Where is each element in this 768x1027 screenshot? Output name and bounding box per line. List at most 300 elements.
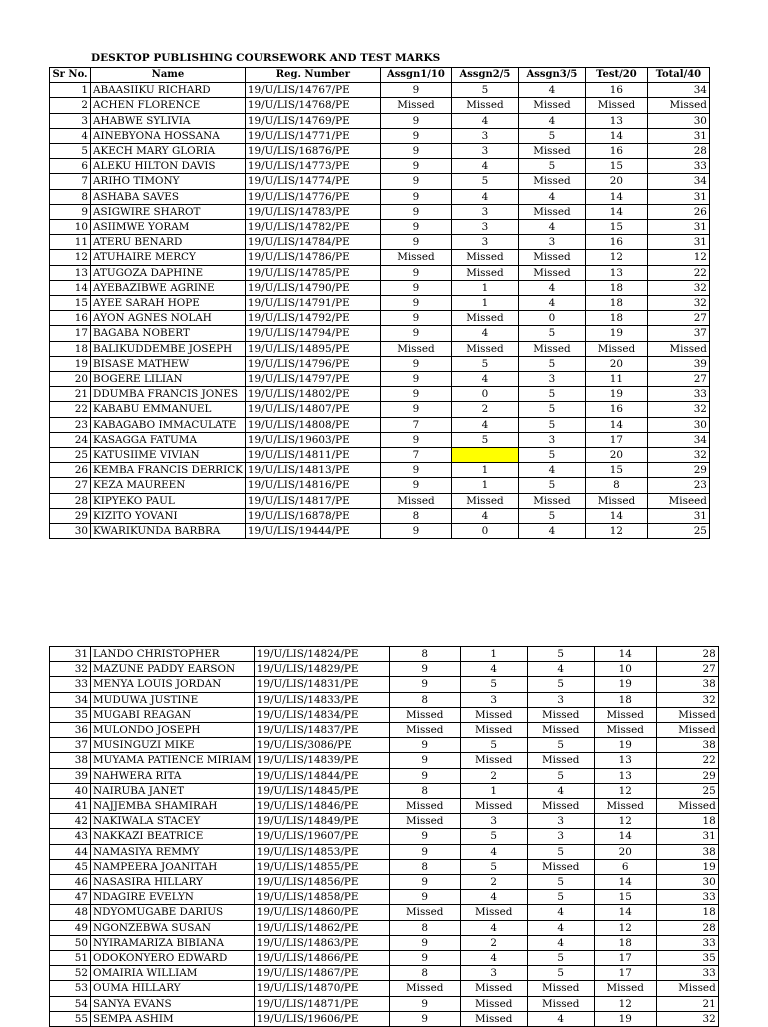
cell-assgn2: 1 [460, 783, 527, 798]
cell-name: MUYAMA PATIENCE MIRIAM [91, 753, 255, 768]
cell-reg-number: 19/U/LIS/14866/PE [254, 951, 389, 966]
cell-assgn3: 0 [518, 311, 585, 326]
cell-sr-no: 13 [50, 265, 91, 280]
cell-name: MUSINGUZI MIKE [91, 738, 255, 753]
cell-total: 38 [656, 677, 718, 692]
cell-name: NDAGIRE EVELYN [91, 890, 255, 905]
cell-sr-no: 39 [50, 768, 91, 783]
cell-name: NAKIWALA STACEY [91, 814, 255, 829]
cell-reg-number: 19/U/LIS/14844/PE [254, 768, 389, 783]
marks-table-2 [49, 646, 719, 1027]
cell-assgn1: Missed [389, 723, 460, 738]
cell-name: MAZUNE PADDY EARSON [91, 662, 255, 677]
table-row [50, 875, 719, 890]
cell-reg-number: 19/U/LIS/14786/PE [245, 250, 380, 265]
cell-assgn3: Missed [518, 250, 585, 265]
cell-assgn3: 5 [527, 890, 594, 905]
cell-assgn3: 3 [527, 692, 594, 707]
cell-sr-no: 52 [50, 966, 91, 981]
table-row [50, 189, 710, 204]
cell-assgn2: Missed [451, 265, 518, 280]
table-row [50, 951, 719, 966]
table-row [50, 905, 719, 920]
cell-total: 28 [656, 920, 718, 935]
cell-assgn3: 5 [518, 402, 585, 417]
cell-total: 33 [647, 159, 709, 174]
cell-assgn1: 8 [380, 508, 451, 523]
cell-assgn1: 9 [380, 432, 451, 447]
cell-assgn3: 4 [518, 113, 585, 128]
cell-reg-number: 19/U/LIS/14785/PE [245, 265, 380, 280]
cell-name: ATERU BENARD [91, 235, 246, 250]
cell-total: 39 [647, 356, 709, 371]
cell-total: 27 [647, 372, 709, 387]
cell-assgn2: 4 [451, 159, 518, 174]
table-row [50, 174, 710, 189]
cell-sr-no: 53 [50, 981, 91, 996]
cell-assgn2: Missed [460, 707, 527, 722]
cell-reg-number: 19/U/LIS/14863/PE [254, 935, 389, 950]
cell-assgn3: Missed [518, 98, 585, 113]
cell-name: AINEBYONA HOSSANA [91, 128, 246, 143]
cell-total: 28 [656, 647, 718, 662]
cell-assgn2: 3 [460, 692, 527, 707]
cell-assgn2: 3 [460, 814, 527, 829]
cell-name: KIZITO YOVANI [91, 508, 246, 523]
cell-test: 16 [585, 144, 647, 159]
cell-test: 19 [585, 326, 647, 341]
cell-reg-number: 19/U/LIS/14855/PE [254, 859, 389, 874]
cell-assgn3: 5 [518, 448, 585, 463]
cell-reg-number: 19/U/LIS/14794/PE [245, 326, 380, 341]
cell-assgn3: Missed [527, 723, 594, 738]
table-row [50, 662, 719, 677]
cell-assgn3: 4 [527, 662, 594, 677]
cell-reg-number: 19/U/LIS/14817/PE [245, 493, 380, 508]
cell-sr-no: 20 [50, 372, 91, 387]
cell-name: OMAIRIA WILLIAM [91, 966, 255, 981]
cell-assgn2: 4 [451, 326, 518, 341]
cell-total: 23 [647, 478, 709, 493]
header-row [50, 68, 710, 83]
cell-sr-no: 49 [50, 920, 91, 935]
cell-assgn1: 9 [389, 738, 460, 753]
cell-sr-no: 45 [50, 859, 91, 874]
cell-test: Missed [585, 493, 647, 508]
cell-sr-no: 34 [50, 692, 91, 707]
table-row [50, 814, 719, 829]
cell-name: AHABWE SYLIVIA [91, 113, 246, 128]
cell-assgn1: 8 [389, 859, 460, 874]
table-row [50, 966, 719, 981]
cell-assgn1: 9 [380, 387, 451, 402]
cell-sr-no: 6 [50, 159, 91, 174]
cell-sr-no: 17 [50, 326, 91, 341]
cell-assgn2: 3 [451, 235, 518, 250]
header-assgn3: Assgn3/5 [518, 68, 585, 83]
cell-assgn1: Missed [380, 250, 451, 265]
cell-assgn2: 5 [451, 174, 518, 189]
cell-test: 6 [594, 859, 656, 874]
table-row [50, 647, 719, 662]
cell-assgn2: 5 [451, 83, 518, 98]
table-row [50, 783, 719, 798]
cell-test: 18 [585, 296, 647, 311]
table-row [50, 356, 710, 371]
cell-reg-number: 19/U/LIS/19444/PE [245, 524, 380, 539]
cell-assgn3: 5 [518, 417, 585, 432]
cell-total: 32 [647, 280, 709, 295]
cell-test: 12 [594, 996, 656, 1011]
cell-name: OUMA HILLARY [91, 981, 255, 996]
cell-name: AYEE SARAH HOPE [91, 296, 246, 311]
cell-assgn1: Missed [389, 814, 460, 829]
cell-test: 20 [585, 448, 647, 463]
table-row [50, 448, 710, 463]
cell-assgn2: Missed [460, 723, 527, 738]
cell-sr-no: 19 [50, 356, 91, 371]
cell-sr-no: 27 [50, 478, 91, 493]
cell-assgn3: 4 [527, 935, 594, 950]
table-row [50, 677, 719, 692]
cell-reg-number: 19/U/LIS/14796/PE [245, 356, 380, 371]
cell-assgn1: Missed [380, 341, 451, 356]
table-row [50, 235, 710, 250]
cell-reg-number: 19/U/LIS/19606/PE [254, 1011, 389, 1026]
cell-reg-number: 19/U/LIS/14807/PE [245, 402, 380, 417]
cell-reg-number: 19/U/LIS/14839/PE [254, 753, 389, 768]
cell-assgn1: 9 [380, 159, 451, 174]
cell-name: ARIHO TIMONY [91, 174, 246, 189]
cell-sr-no: 47 [50, 890, 91, 905]
table-row [50, 768, 719, 783]
cell-test: Missed [594, 707, 656, 722]
cell-test: 13 [585, 265, 647, 280]
cell-total: Miseed [647, 493, 709, 508]
cell-name: KIPYEKO PAUL [91, 493, 246, 508]
cell-assgn3: 5 [518, 387, 585, 402]
cell-sr-no: 9 [50, 204, 91, 219]
cell-sr-no: 30 [50, 524, 91, 539]
cell-name: MENYA LOUIS JORDAN [91, 677, 255, 692]
table-row [50, 372, 710, 387]
cell-test: 12 [594, 920, 656, 935]
cell-total: 31 [647, 508, 709, 523]
cell-reg-number: 19/U/LIS/14791/PE [245, 296, 380, 311]
cell-reg-number: 19/U/LIS/16876/PE [245, 144, 380, 159]
cell-assgn3: 5 [527, 738, 594, 753]
cell-assgn1: 9 [389, 875, 460, 890]
cell-test: Missed [585, 341, 647, 356]
cell-total: 34 [647, 83, 709, 98]
cell-reg-number: 19/U/LIS/14834/PE [254, 707, 389, 722]
table-row [50, 296, 710, 311]
cell-reg-number: 19/U/LIS/14769/PE [245, 113, 380, 128]
cell-name: NAKKAZI BEATRICE [91, 829, 255, 844]
cell-test: 19 [594, 738, 656, 753]
table-row [50, 478, 710, 493]
cell-sr-no: 33 [50, 677, 91, 692]
cell-reg-number: 19/U/LIS/14767/PE [245, 83, 380, 98]
table-row [50, 844, 719, 859]
cell-assgn1: 9 [389, 753, 460, 768]
cell-reg-number: 19/U/LIS/14829/PE [254, 662, 389, 677]
cell-name: NAIRUBA JANET [91, 783, 255, 798]
cell-assgn2: 4 [451, 417, 518, 432]
cell-total: 27 [656, 662, 718, 677]
cell-total: 30 [647, 113, 709, 128]
cell-name: BISASE MATHEW [91, 356, 246, 371]
cell-assgn3: Missed [518, 341, 585, 356]
cell-total: Missed [656, 799, 718, 814]
cell-sr-no: 44 [50, 844, 91, 859]
cell-reg-number: 19/U/LIS/14816/PE [245, 478, 380, 493]
cell-assgn3: 3 [518, 372, 585, 387]
cell-assgn1: 9 [389, 844, 460, 859]
header-assgn1: Assgn1/10 [380, 68, 451, 83]
cell-test: 14 [594, 829, 656, 844]
cell-assgn2: 3 [451, 128, 518, 143]
cell-test: 18 [585, 280, 647, 295]
cell-total: 33 [656, 935, 718, 950]
cell-assgn3: Missed [518, 493, 585, 508]
cell-assgn2: 1 [451, 478, 518, 493]
cell-assgn3: 4 [518, 83, 585, 98]
cell-name: KWARIKUNDA BARBRA [91, 524, 246, 539]
cell-assgn3: 3 [518, 432, 585, 447]
cell-name: BALIKUDDEMBE JOSEPH [91, 341, 246, 356]
cell-assgn2: Missed [451, 98, 518, 113]
cell-test: 14 [585, 508, 647, 523]
table-row [50, 250, 710, 265]
table-row [50, 920, 719, 935]
cell-test: 16 [585, 402, 647, 417]
cell-assgn1: 8 [389, 783, 460, 798]
cell-sr-no: 1 [50, 83, 91, 98]
cell-name: SEMPA ASHIM [91, 1011, 255, 1026]
cell-total: 31 [647, 235, 709, 250]
cell-assgn1: 9 [380, 402, 451, 417]
cell-assgn3: Missed [527, 753, 594, 768]
cell-sr-no: 21 [50, 387, 91, 402]
cell-assgn3: 4 [527, 1011, 594, 1026]
cell-total: 38 [656, 844, 718, 859]
cell-name: ACHEN FLORENCE [91, 98, 246, 113]
cell-test: 14 [585, 204, 647, 219]
table-row [50, 326, 710, 341]
cell-assgn1: 9 [380, 83, 451, 98]
cell-name: KEMBA FRANCIS DERRICK [91, 463, 246, 478]
table-row [50, 799, 719, 814]
header-reg-number: Reg. Number [245, 68, 380, 83]
cell-reg-number: 19/U/LIS/14833/PE [254, 692, 389, 707]
cell-assgn3: Missed [518, 265, 585, 280]
cell-assgn3: 4 [518, 463, 585, 478]
table-row [50, 387, 710, 402]
table-row [50, 707, 719, 722]
cell-assgn2: 3 [451, 204, 518, 219]
cell-test: 12 [585, 250, 647, 265]
cell-name: ATUHAIRE MERCY [91, 250, 246, 265]
table-row [50, 402, 710, 417]
cell-assgn1: 9 [380, 463, 451, 478]
table-row [50, 692, 719, 707]
cell-name: ATUGOZA DAPHINE [91, 265, 246, 280]
cell-assgn3: 4 [527, 905, 594, 920]
cell-assgn2: 1 [460, 647, 527, 662]
cell-assgn3: 5 [527, 951, 594, 966]
cell-sr-no: 29 [50, 508, 91, 523]
cell-name: DDUMBA FRANCIS JONES [91, 387, 246, 402]
cell-assgn2: 3 [460, 966, 527, 981]
cell-test: 12 [594, 783, 656, 798]
cell-reg-number: 19/U/LIS/14871/PE [254, 996, 389, 1011]
table-row [50, 859, 719, 874]
cell-test: 15 [585, 463, 647, 478]
cell-test: 20 [594, 844, 656, 859]
cell-name: ASHABA SAVES [91, 189, 246, 204]
cell-total: 22 [656, 753, 718, 768]
cell-assgn2: 1 [451, 296, 518, 311]
cell-test: 16 [585, 83, 647, 98]
cell-assgn2: 1 [451, 463, 518, 478]
cell-test: 20 [585, 356, 647, 371]
cell-reg-number: 19/U/LIS/14858/PE [254, 890, 389, 905]
cell-assgn3: Missed [527, 707, 594, 722]
cell-total: Missed [647, 98, 709, 113]
cell-assgn1: 9 [389, 1011, 460, 1026]
table-row [50, 996, 719, 1011]
table-row [50, 432, 710, 447]
cell-sr-no: 11 [50, 235, 91, 250]
cell-total: 12 [647, 250, 709, 265]
cell-assgn1: Missed [380, 98, 451, 113]
table-row [50, 1011, 719, 1026]
cell-assgn3: Missed [518, 144, 585, 159]
cell-test: 17 [594, 951, 656, 966]
cell-assgn3: 5 [518, 128, 585, 143]
cell-assgn1: 9 [389, 951, 460, 966]
cell-name: MUDUWA JUSTINE [91, 692, 255, 707]
cell-total: 18 [656, 905, 718, 920]
cell-assgn3: 4 [527, 920, 594, 935]
cell-reg-number: 19/U/LIS/14797/PE [245, 372, 380, 387]
cell-total: 25 [647, 524, 709, 539]
cell-sr-no: 16 [50, 311, 91, 326]
cell-assgn1: 8 [389, 966, 460, 981]
cell-total: Missed [647, 341, 709, 356]
cell-assgn1: 8 [389, 920, 460, 935]
cell-total: 32 [647, 402, 709, 417]
cell-sr-no: 37 [50, 738, 91, 753]
cell-name: NAJJEMBA SHAMIRAH [91, 799, 255, 814]
marks-table-1 [49, 67, 710, 539]
table-row [50, 508, 710, 523]
cell-assgn3: 4 [518, 280, 585, 295]
cell-assgn3: 5 [518, 508, 585, 523]
cell-test: 15 [585, 220, 647, 235]
cell-total: Missed [656, 707, 718, 722]
cell-reg-number: 19/U/LIS/19603/PE [245, 432, 380, 447]
table-row [50, 204, 710, 219]
cell-reg-number: 19/U/LIS/14856/PE [254, 875, 389, 890]
cell-total: Missed [656, 981, 718, 996]
cell-test: 8 [585, 478, 647, 493]
cell-assgn2: 5 [460, 677, 527, 692]
cell-assgn1: Missed [389, 707, 460, 722]
cell-name: KATUSIIME VIVIAN [91, 448, 246, 463]
table-row [50, 524, 710, 539]
cell-total: 32 [647, 448, 709, 463]
cell-reg-number: 19/U/LIS/16878/PE [245, 508, 380, 523]
cell-test: 17 [594, 966, 656, 981]
cell-assgn3: 3 [518, 235, 585, 250]
table-row [50, 265, 710, 280]
cell-assgn3: 5 [518, 159, 585, 174]
cell-assgn2: Missed [460, 799, 527, 814]
cell-sr-no: 36 [50, 723, 91, 738]
cell-assgn1: 9 [380, 524, 451, 539]
cell-assgn1: 9 [389, 662, 460, 677]
cell-name: NYIRAMARIZA BIBIANA [91, 935, 255, 950]
cell-test: 18 [594, 692, 656, 707]
cell-test: 14 [585, 128, 647, 143]
cell-assgn1: 9 [380, 280, 451, 295]
cell-name: KASAGGA FATUMA [91, 432, 246, 447]
cell-test: 16 [585, 235, 647, 250]
table-row [50, 98, 710, 113]
table-row [50, 463, 710, 478]
table-row [50, 159, 710, 174]
cell-sr-no: 54 [50, 996, 91, 1011]
cell-sr-no: 26 [50, 463, 91, 478]
cell-total: 29 [656, 768, 718, 783]
cell-assgn1: 9 [380, 128, 451, 143]
cell-assgn2: Missed [451, 493, 518, 508]
cell-assgn2: 5 [460, 829, 527, 844]
cell-assgn3: Missed [518, 174, 585, 189]
cell-total: Missed [656, 723, 718, 738]
cell-total: 30 [656, 875, 718, 890]
cell-assgn2: 5 [451, 356, 518, 371]
cell-assgn1: 9 [380, 356, 451, 371]
cell-reg-number: 19/U/LIS/14790/PE [245, 280, 380, 295]
cell-name: NAHWERA RITA [91, 768, 255, 783]
cell-assgn3: 5 [518, 478, 585, 493]
header-name: Name [91, 68, 246, 83]
table-row [50, 890, 719, 905]
cell-reg-number: 19/U/LIS/14824/PE [254, 647, 389, 662]
cell-test: 14 [594, 875, 656, 890]
cell-reg-number: 19/U/LIS/14802/PE [245, 387, 380, 402]
cell-assgn1: 7 [380, 417, 451, 432]
table-row [50, 113, 710, 128]
cell-assgn2: 4 [460, 662, 527, 677]
cell-assgn1: 9 [380, 326, 451, 341]
cell-test: 13 [585, 113, 647, 128]
cell-name: LANDO CHRISTOPHER [91, 647, 255, 662]
cell-total: 31 [647, 220, 709, 235]
cell-test: 19 [594, 677, 656, 692]
cell-name: AYON AGNES NOLAH [91, 311, 246, 326]
cell-name: ASIIMWE YORAM [91, 220, 246, 235]
cell-total: 38 [656, 738, 718, 753]
cell-test: Missed [594, 723, 656, 738]
cell-assgn2: 4 [460, 951, 527, 966]
cell-assgn1: 9 [389, 890, 460, 905]
cell-assgn2: 2 [460, 935, 527, 950]
cell-assgn3: 5 [527, 647, 594, 662]
